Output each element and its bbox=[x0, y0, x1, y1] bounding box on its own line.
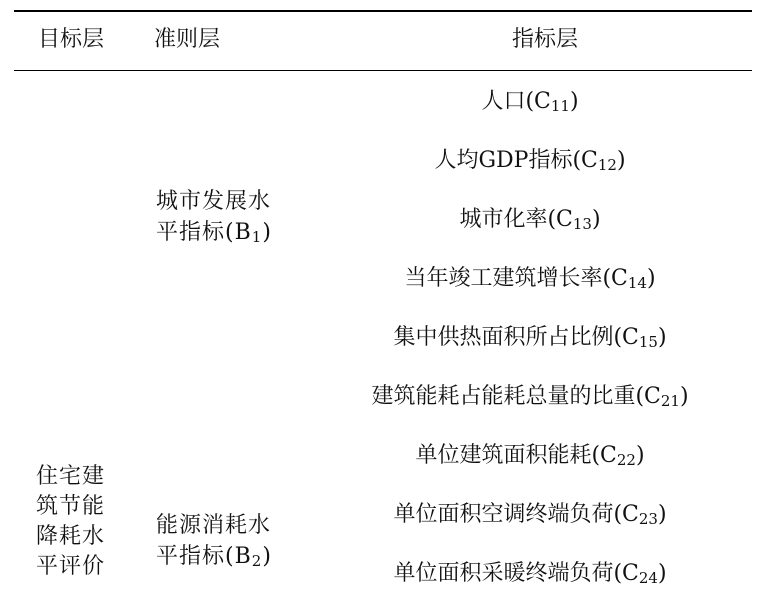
indicator-c12: 人均GDP指标$(C_{12})$ bbox=[434, 148, 626, 174]
indicator-c21: 建筑能耗占能耗总量的比重$(C_{21})$ bbox=[371, 384, 689, 410]
header-criteria-layer: 准则层 bbox=[154, 27, 221, 52]
indicator-c23: 单位面积空调终端负荷$(C_{23})$ bbox=[393, 502, 667, 528]
indicator-c24: 单位面积采暖终端负荷$(C_{24})$ bbox=[393, 561, 667, 587]
indicator-c15: 集中供热面积所占比例$(C_{15})$ bbox=[393, 325, 667, 351]
criteria-b2 bbox=[156, 510, 286, 572]
table-header-rule bbox=[14, 70, 752, 71]
criteria-b2-line1: 能源消耗水 bbox=[156, 513, 272, 538]
goal-cell: 住宅建筑节能降耗水平评价 bbox=[36, 464, 106, 579]
header-goal-layer: 目标层 bbox=[38, 27, 105, 52]
indicator-c13: 城市化率$(C_{13})$ bbox=[459, 207, 601, 233]
table-top-rule bbox=[14, 10, 752, 12]
indicator-c14: 当年竣工建筑增长率$(C_{14})$ bbox=[404, 266, 656, 292]
criteria-b1-line2: 平指标$(B_1)$ bbox=[156, 220, 272, 246]
indicator-c22: 单位建筑面积能耗$(C_{22})$ bbox=[415, 443, 645, 469]
criteria-b1 bbox=[156, 186, 286, 248]
header-indicator-layer: 指标层 bbox=[512, 27, 579, 52]
criteria-b2-line2: 平指标$(B_2)$ bbox=[156, 544, 272, 570]
indicator-list bbox=[330, 84, 730, 615]
criteria-b1-line1: 城市发展水 bbox=[156, 189, 272, 214]
indicator-c11: 人口$(C_{11})$ bbox=[481, 89, 579, 115]
